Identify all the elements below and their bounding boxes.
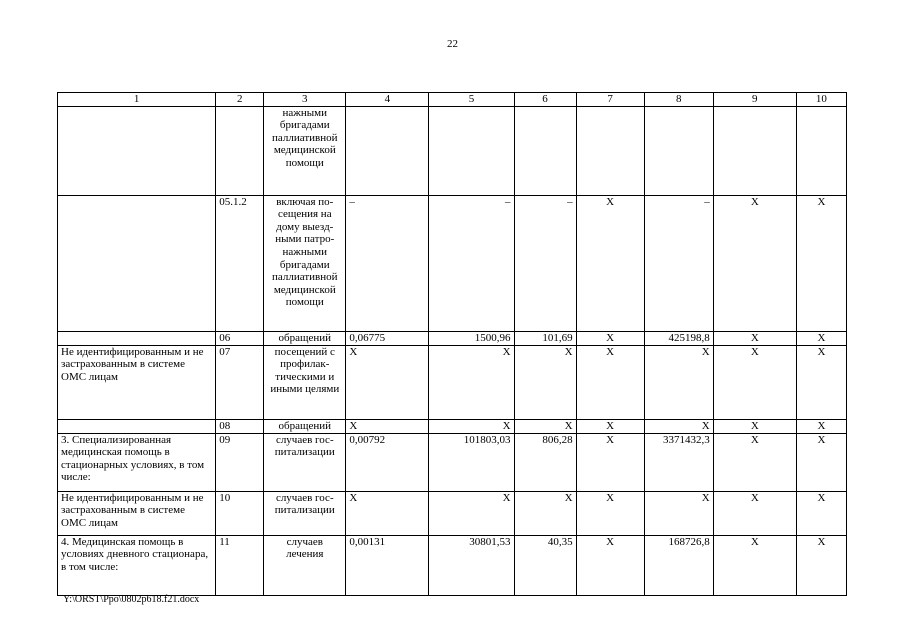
column-header: 10: [796, 93, 846, 107]
table-cell: [58, 195, 216, 331]
table-cell: Х: [576, 345, 644, 419]
table-cell: 101,69: [514, 331, 576, 345]
table-cell: Х: [713, 345, 796, 419]
table-cell: –: [644, 195, 713, 331]
table-cell: Х: [576, 535, 644, 595]
table-cell: Х: [429, 345, 514, 419]
table-cell: Х: [713, 433, 796, 491]
table-cell: 10: [216, 491, 264, 535]
table-cell: [346, 106, 429, 195]
table-cell: –: [514, 195, 576, 331]
table-cell: включая по-сещения на дому выезд-ными патро-нажными бригадами паллиативной медицинской помощи: [264, 195, 346, 331]
table-cell: Х: [644, 345, 713, 419]
table-cell: 0,00792: [346, 433, 429, 491]
table-cell: Х: [346, 419, 429, 433]
table-cell: Х: [713, 195, 796, 331]
header-row: [58, 93, 847, 107]
table-cell: Х: [514, 491, 576, 535]
data-table: [57, 92, 847, 596]
table-cell: Х: [644, 419, 713, 433]
table-cell: [58, 106, 216, 195]
column-header: 1: [58, 93, 216, 107]
table-cell: Х: [796, 433, 846, 491]
table-cell: Х: [576, 433, 644, 491]
table-cell: Х: [796, 535, 846, 595]
table-cell: 4. Медицинская помощь в условиях дневного стационара, в том числе:: [58, 535, 216, 595]
table-row: [58, 195, 847, 331]
table-cell: Х: [796, 345, 846, 419]
table-cell: случаев гос-питализации: [264, 491, 346, 535]
table-cell: Х: [713, 535, 796, 595]
table-cell: [514, 106, 576, 195]
table-cell: –: [429, 195, 514, 331]
table-cell: Х: [346, 491, 429, 535]
column-header: 5: [429, 93, 514, 107]
table-cell: Х: [796, 331, 846, 345]
table-cell: [713, 106, 796, 195]
table-cell: 30801,53: [429, 535, 514, 595]
table-cell: 3371432,3: [644, 433, 713, 491]
table-cell: 3. Специализированная медицинская помощь в стационарных условиях, в том числе:: [58, 433, 216, 491]
table-cell: Не идентифицированным и не застрахованным в системе ОМС лицам: [58, 491, 216, 535]
table-cell: обращений: [264, 419, 346, 433]
table-cell: обращений: [264, 331, 346, 345]
table-cell: Не идентифицированным и не застрахованным в системе ОМС лицам: [58, 345, 216, 419]
table-cell: [644, 106, 713, 195]
table-cell: 806,28: [514, 433, 576, 491]
table-cell: случаев гос-питализации: [264, 433, 346, 491]
table-cell: Х: [796, 195, 846, 331]
table-cell: 05.1.2: [216, 195, 264, 331]
table-row: [58, 535, 847, 595]
table-row: [58, 331, 847, 345]
table-row: [58, 419, 847, 433]
table-cell: [216, 106, 264, 195]
page-number: 22: [447, 38, 458, 50]
table-cell: 07: [216, 345, 264, 419]
table-cell: 168726,8: [644, 535, 713, 595]
table-cell: –: [346, 195, 429, 331]
table-cell: Х: [514, 419, 576, 433]
table-cell: [58, 331, 216, 345]
table-cell: Х: [576, 195, 644, 331]
column-header: 7: [576, 93, 644, 107]
table-cell: Х: [429, 491, 514, 535]
table-cell: Х: [576, 331, 644, 345]
column-header: 9: [713, 93, 796, 107]
table-row: [58, 106, 847, 195]
table-cell: 425198,8: [644, 331, 713, 345]
table-cell: [796, 106, 846, 195]
column-header: 4: [346, 93, 429, 107]
table-row: [58, 433, 847, 491]
column-header: 2: [216, 93, 264, 107]
table-cell: Х: [429, 419, 514, 433]
table-cell: Х: [514, 345, 576, 419]
table-cell: Х: [644, 491, 713, 535]
table-cell: Х: [796, 491, 846, 535]
table-cell: 101803,03: [429, 433, 514, 491]
table-cell: случаев лечения: [264, 535, 346, 595]
column-header: 6: [514, 93, 576, 107]
column-header: 8: [644, 93, 713, 107]
table-cell: Х: [796, 419, 846, 433]
table-cell: Х: [713, 419, 796, 433]
table-cell: 0,06775: [346, 331, 429, 345]
table-cell: 1500,96: [429, 331, 514, 345]
table-cell: 08: [216, 419, 264, 433]
table-cell: Х: [576, 491, 644, 535]
table-cell: посещений с профилак-тическими и иными целями: [264, 345, 346, 419]
table-cell: Х: [576, 419, 644, 433]
table-cell: Х: [346, 345, 429, 419]
table-cell: 06: [216, 331, 264, 345]
table-cell: [576, 106, 644, 195]
table-row: [58, 345, 847, 419]
table-cell: [429, 106, 514, 195]
table-row: [58, 491, 847, 535]
table-cell: 40,35: [514, 535, 576, 595]
table-cell: нажными бригадами паллиативной медицинской помощи: [264, 106, 346, 195]
table-cell: 11: [216, 535, 264, 595]
table-cell: Х: [713, 331, 796, 345]
footer-file-path: Y:\ORST\Ppo\0802p618.f21.docx: [63, 594, 200, 605]
table-cell: 0,00131: [346, 535, 429, 595]
table-cell: 09: [216, 433, 264, 491]
table-cell: [58, 419, 216, 433]
column-header: 3: [264, 93, 346, 107]
table-cell: Х: [713, 491, 796, 535]
